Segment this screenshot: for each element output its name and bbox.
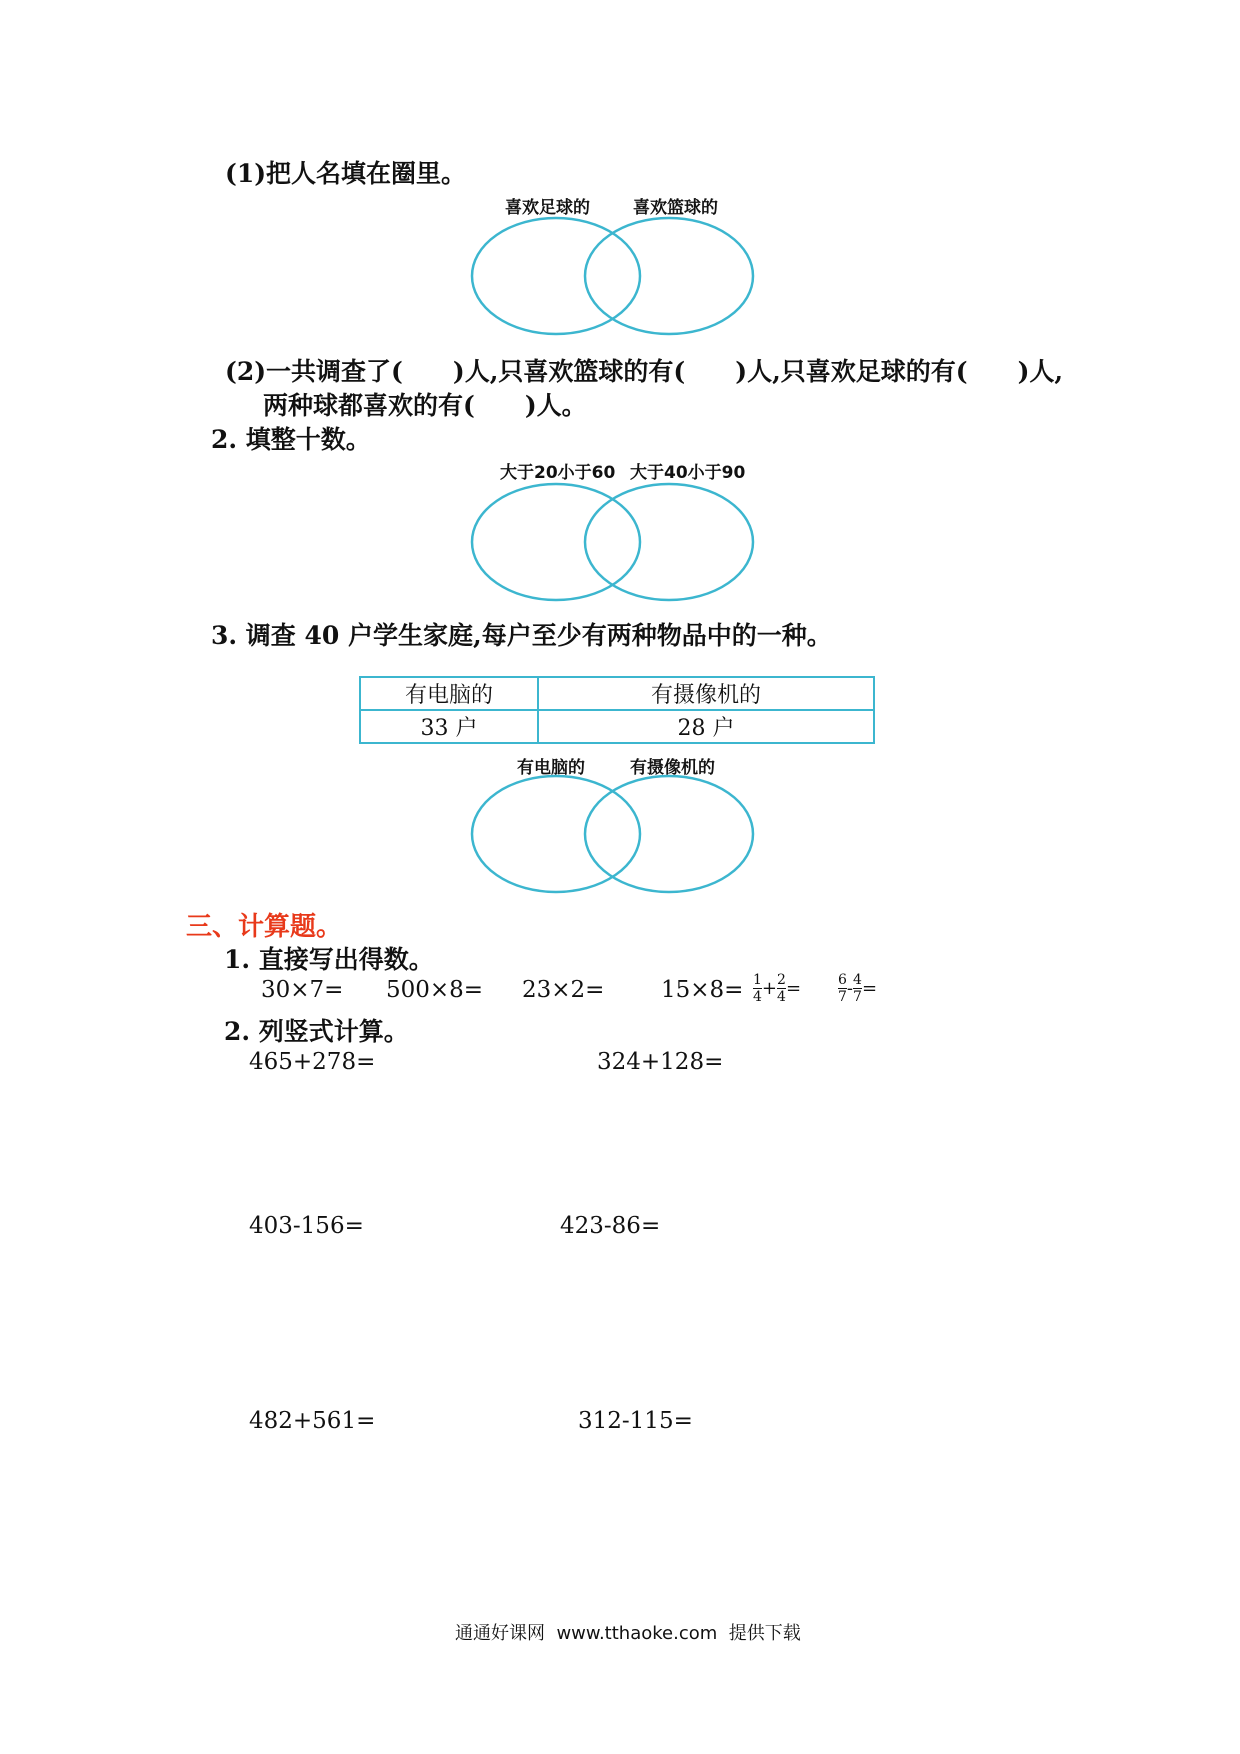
direct-calc-3: 23×2= <box>522 977 605 1003</box>
venn3-right-label: 有摄像机的 <box>630 758 715 778</box>
fraction-calc-2 <box>838 972 877 1005</box>
venn1-left-label: 喜欢足球的 <box>505 198 590 218</box>
table-row <box>360 677 874 710</box>
venn-diagram-2 <box>470 480 770 606</box>
page-footer: 通通好课网 www.tthaoke.com 提供下载 <box>455 1623 801 1644</box>
equals-sign: = <box>861 978 878 999</box>
operator: - <box>846 978 854 999</box>
fraction <box>838 972 847 1005</box>
fraction <box>753 972 762 1005</box>
vertical-calc-4: 423-86= <box>560 1213 661 1239</box>
denominator: 4 <box>753 989 762 1005</box>
venn3-left-circle <box>472 776 640 892</box>
fraction <box>777 972 786 1005</box>
table-cell-computer-count: 33 户 <box>360 710 538 743</box>
vertical-calc-1: 465+278= <box>249 1049 376 1075</box>
table-header-camera: 有摄像机的 <box>538 677 874 710</box>
venn2-left-label: 大于20小于60 <box>500 463 616 483</box>
venn-diagram-3 <box>470 772 770 898</box>
question-3: 3. 调查 40 户学生家庭,每户至少有两种物品中的一种。 <box>211 621 832 650</box>
denominator: 7 <box>838 989 847 1005</box>
vertical-calc-3: 403-156= <box>249 1213 364 1239</box>
direct-calc-1: 30×7= <box>261 977 344 1003</box>
numerator: 4 <box>853 972 862 988</box>
table-cell-camera-count: 28 户 <box>538 710 874 743</box>
venn3-right-circle <box>585 776 753 892</box>
venn2-left-circle <box>472 484 640 600</box>
vertical-calc-2: 324+128= <box>597 1049 724 1075</box>
section-3-title: 三、计算题。 <box>186 912 343 942</box>
table-header-computer: 有电脑的 <box>360 677 538 710</box>
operator: + <box>761 978 778 999</box>
venn1-left-circle <box>472 218 640 334</box>
numerator: 6 <box>838 972 847 988</box>
venn1-right-circle <box>585 218 753 334</box>
calc-question-1: 1. 直接写出得数。 <box>224 945 434 974</box>
calc-question-2: 2. 列竖式计算。 <box>224 1017 409 1046</box>
numerator: 2 <box>777 972 786 988</box>
venn2-right-circle <box>585 484 753 600</box>
direct-calc-4: 15×8= <box>661 977 744 1003</box>
venn-diagram-1 <box>470 214 770 340</box>
question-1-part-2-line-2: 两种球都喜欢的有( )人。 <box>263 391 587 420</box>
vertical-calc-5: 482+561= <box>249 1408 376 1434</box>
denominator: 7 <box>853 989 862 1005</box>
survey-table <box>359 676 875 744</box>
table-row <box>360 710 874 743</box>
denominator: 4 <box>777 989 786 1005</box>
equals-sign: = <box>785 978 802 999</box>
question-1-part-2-line-1: (2)一共调查了( )人,只喜欢篮球的有( )人,只喜欢足球的有( )人, <box>225 357 1064 386</box>
fraction-calc-1 <box>753 972 801 1005</box>
venn1-right-label: 喜欢篮球的 <box>633 198 718 218</box>
venn2-right-label: 大于40小于90 <box>630 463 746 483</box>
direct-calc-2: 500×8= <box>386 977 484 1003</box>
question-1-part-1: (1)把人名填在圈里。 <box>225 159 467 188</box>
vertical-calc-6: 312-115= <box>578 1408 693 1434</box>
fraction <box>853 972 862 1005</box>
numerator: 1 <box>753 972 762 988</box>
venn3-left-label: 有电脑的 <box>517 758 585 778</box>
question-2: 2. 填整十数。 <box>211 425 371 454</box>
